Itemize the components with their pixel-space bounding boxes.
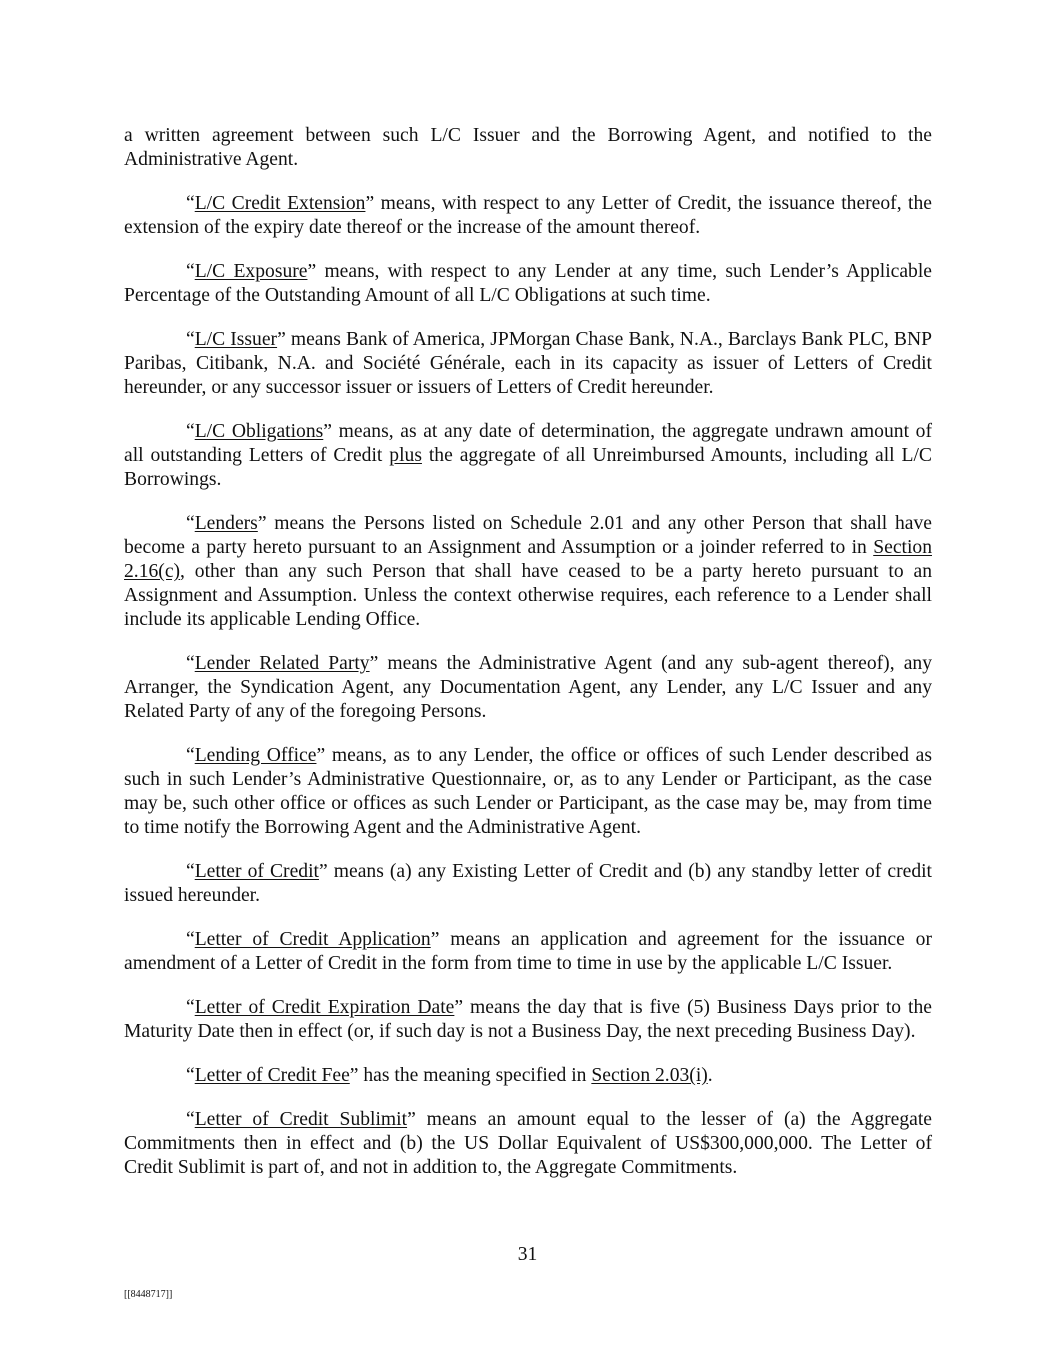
- definition-letter-of-credit: “Letter of Credit” means (a) any Existing Letter of Credit and (b) any standby letter of credit issued hereunder.: [124, 861, 932, 906]
- defined-term: Lenders: [194, 513, 258, 534]
- definition-text: ” means, as at any date of determination, the aggregate undrawn amount of all outstanding Letters of Credit: [124, 421, 932, 466]
- defined-term: Letter of Credit Expiration Date: [194, 997, 455, 1018]
- definition-text: ” means (a) any Existing Letter of Credit and (b) any standby letter of credit issued hereunder.: [124, 861, 932, 906]
- defined-term: Letter of Credit Application: [194, 929, 431, 950]
- definition-letter-of-credit-fee: “Letter of Credit Fee” has the meaning specified in Section 2.03(i).: [186, 1065, 713, 1086]
- definition-text: ” means, with respect to any Lender at any time, such Lender’s Applicable Percentage of the Outstanding Amount of all L/C Obligations at such time.: [124, 261, 932, 306]
- definition-text: ” means an application and agreement for the issuance or amendment of a Letter of Credit in the form from time to time in use by the applicable L/C Issuer.: [124, 929, 932, 974]
- definition-text: ” has the meaning specified in: [349, 1065, 592, 1086]
- definition-lc-issuer: “L/C Issuer” means Bank of America, JPMorgan Chase Bank, N.A., Barclays Bank PLC, BNP Paribas, Citibank, N.A. and Société Générale, each in its capacity as issuer of Letters of Credit hereunder, or any successor issuer or issuers of Letters of Credit hereunder.: [124, 329, 932, 398]
- definition-text-after: , other than any such Person that shall have ceased to be a party hereto pursuant to an Assignment and Assumption. Unless the context otherwise requires, each reference to a Lender shall include its applicable Lending Office.: [124, 561, 932, 630]
- defined-term: L/C Obligations: [194, 421, 324, 442]
- definition-lc-obligations: “L/C Obligations” means, as at any date of determination, the aggregate undrawn amount of all outstanding Letters of Credit plus the aggregate of all Unreimbursed Amounts, including all L/C Borrowings.: [124, 421, 932, 490]
- defined-term: Letter of Credit Sublimit: [194, 1109, 408, 1130]
- section-reference: Section 2.16(c): [124, 537, 932, 582]
- definition-lc-credit-extension: “L/C Credit Extension” means, with respect to any Letter of Credit, the issuance thereof, the extension of the expiry date thereof or the increase of the amount thereof.: [124, 193, 932, 238]
- defined-term: Lender Related Party: [194, 653, 370, 674]
- definition-text: ” means an amount equal to the lesser of (a) the Aggregate Commitments then in effect and (b) the US Dollar Equivalent of US$300,000,000. The Letter of Credit Sublimit is part of, and not in addition to, the Aggregate Commitments.: [124, 1109, 932, 1178]
- definition-letter-of-credit-expiration-date: “Letter of Credit Expiration Date” means the day that is five (5) Business Days prior to the Maturity Date then in effect (or, if such day is not a Business Day, the next preceding Business Day).: [124, 997, 932, 1042]
- underlined-word: plus: [389, 445, 422, 466]
- page-number: 31: [517, 1244, 538, 1265]
- document-page: [124, 124, 932, 1200]
- defined-term: Lending Office: [194, 745, 317, 766]
- definition-text-after: the aggregate of all Unreimbursed Amounts, including all L/C Borrowings.: [124, 445, 932, 490]
- definition-text: ” means the Persons listed on Schedule 2.01 and any other Person that shall have become a party hereto pursuant to an Assignment and Assumption or a joinder referred to in: [124, 513, 932, 558]
- definition-lender-related-party: “Lender Related Party” means the Administrative Agent (and any sub-agent thereof), any Arranger, the Syndication Agent, any Documentation Agent, any Lender, any L/C Issuer and any Related Party of any of the foregoing Persons.: [124, 653, 933, 722]
- definition-lending-office: “Lending Office” means, as to any Lender, the office or offices of such Lender described as such in such Lender’s Administrative Questionnaire, or, as to any Lender or Participant, as the case may be, such other office or offices as such Lender or Participant, as the case may be, may from time to time notify the Borrowing Agent and the Administrative Agent.: [124, 745, 932, 838]
- defined-term: L/C Exposure: [194, 261, 308, 282]
- definition-letter-of-credit-sublimit: “Letter of Credit Sublimit” means an amount equal to the lesser of (a) the Aggregate Commitments then in effect and (b) the US Dollar Equivalent of US$300,000,000. The Letter of Credit Sublimit is part of, and not in addition to, the Aggregate Commitments.: [124, 1109, 932, 1178]
- defined-term: L/C Credit Extension: [194, 193, 366, 214]
- definition-text: ” means, as to any Lender, the office or offices of such Lender described as such in such Lender’s Administrative Questionnaire, or, as to any Lender or Participant, as the case may be, such other office or offices as such Lender or Participant, as the case may be, may from time to time notify the Borrowing Agent and the Administrative Agent.: [124, 745, 932, 838]
- definition-text: ” means Bank of America, JPMorgan Chase Bank, N.A., Barclays Bank PLC, BNP Paribas, Citibank, N.A. and Société Générale, each in its capacity as issuer of Letters of Credit hereunder, or any successor issuer or issuers of Letters of Credit hereunder.: [124, 329, 932, 398]
- paragraph-text: a written agreement between such L/C Issuer and the Borrowing Agent, and notified to the Administrative Agent.: [124, 125, 932, 170]
- definition-text-after: .: [707, 1065, 713, 1086]
- definition-text: ” means, with respect to any Letter of Credit, the issuance thereof, the extension of the expiry date thereof or the increase of the amount thereof.: [124, 193, 932, 238]
- defined-term: Letter of Credit: [194, 861, 319, 882]
- defined-term: Letter of Credit Fee: [194, 1065, 350, 1086]
- document-id: [[8448717]]: [124, 1289, 173, 1300]
- definition-lenders: “Lenders” means the Persons listed on Schedule 2.01 and any other Person that shall have become a party hereto pursuant to an Assignment and Assumption or a joinder referred to in Section 2.16(c), other than any such Person that shall have ceased to be a party hereto pursuant to an Assignment and Assumption. Unless the context otherwise requires, each reference to a Lender shall include its applicable Lending Office.: [124, 513, 932, 630]
- defined-term: L/C Issuer: [194, 329, 278, 350]
- paragraph-continuation: [124, 124, 932, 172]
- definition-text: ” means the Administrative Agent (and any sub-agent thereof), any Arranger, the Syndication Agent, any Documentation Agent, any Lender, any L/C Issuer and any Related Party of any of the foregoing Persons.: [124, 653, 933, 722]
- section-reference: Section 2.03(i): [591, 1065, 708, 1086]
- definition-text: ” means the day that is five (5) Business Days prior to the Maturity Date then in effect (or, if such day is not a Business Day, the next preceding Business Day).: [124, 997, 932, 1042]
- definition-lc-exposure: “L/C Exposure” means, with respect to any Lender at any time, such Lender’s Applicable Percentage of the Outstanding Amount of all L/C Obligations at such time.: [124, 261, 932, 306]
- definition-letter-of-credit-application: “Letter of Credit Application” means an application and agreement for the issuance or amendment of a Letter of Credit in the form from time to time in use by the applicable L/C Issuer.: [124, 929, 932, 974]
